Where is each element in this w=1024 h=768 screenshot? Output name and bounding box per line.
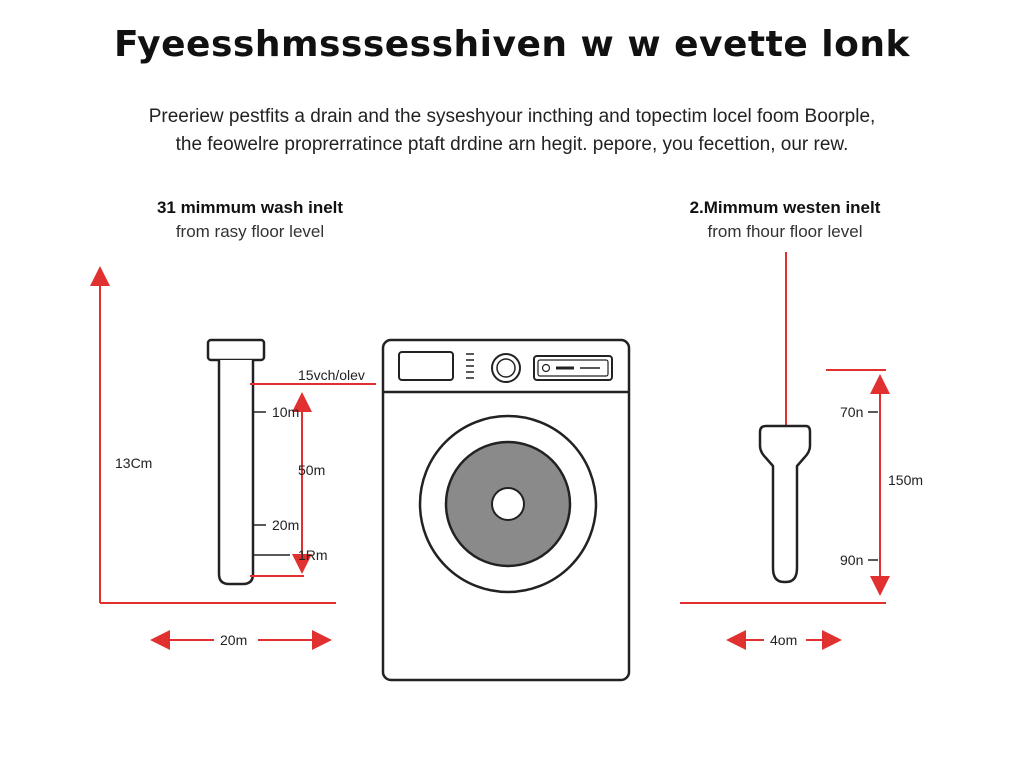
left-tick-3-label: 1Rm	[298, 547, 328, 563]
detergent-drawer	[399, 352, 453, 380]
right-bottom-label: 90n	[840, 552, 864, 568]
left-middle-label: 50m	[298, 462, 326, 478]
right-width-label: 4om	[770, 632, 798, 648]
left-tick-2-label: 20m	[272, 517, 300, 533]
drum-center	[492, 488, 524, 520]
left-heading-sub: from rasy floor level	[175, 222, 325, 241]
right-heading-title: 2.Mimmum westen inelt	[689, 198, 881, 217]
left-width-label: 20m	[220, 632, 248, 648]
display-panel	[534, 356, 612, 380]
right-top-label: 70n	[840, 404, 864, 420]
program-dial-icon	[492, 354, 520, 382]
left-heading-title: 31 mimmum wash inelt	[156, 198, 344, 217]
inlet-hose-icon	[760, 426, 810, 582]
left-tick-1-label: 10m	[272, 404, 300, 420]
right-heading-sub: from fhour floor level	[707, 222, 863, 241]
left-total-height-label: 13Cm	[115, 455, 153, 471]
subtitle-line-2: the feowelre proprerratince ptaft drdine arn hegit. pepore, you fecettion, our rew.	[175, 134, 849, 155]
washing-machine-icon	[383, 340, 629, 680]
left-panel	[100, 270, 376, 648]
left-top-note-label: 15vch/olev	[298, 367, 365, 383]
right-panel	[680, 252, 923, 648]
diagram-title: Fyeesshmsssesshiven w w evette lonk	[114, 24, 910, 65]
standpipe-icon	[208, 340, 264, 584]
right-height-label: 150m	[888, 472, 924, 488]
subtitle-line-1: Preeriew pestfits a drain and the syseshyour incthing and topectim locel foom Boorple,	[148, 106, 876, 127]
